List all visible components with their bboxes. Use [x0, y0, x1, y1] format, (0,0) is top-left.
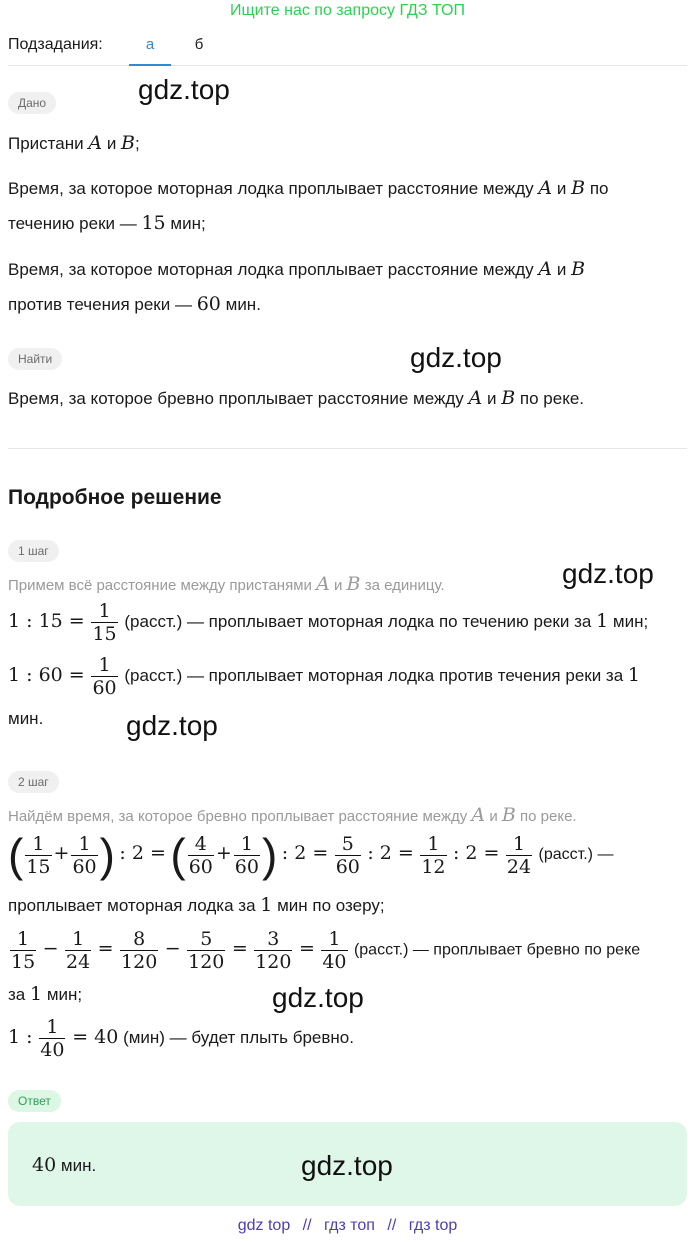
footer-link[interactable]: гдз top — [408, 1217, 458, 1234]
footer-link[interactable]: гдз топ — [324, 1217, 375, 1234]
footer-separator: // — [302, 1217, 312, 1234]
watermark: gdz.top — [126, 710, 218, 741]
tab-b[interactable]: б — [194, 36, 204, 53]
step2-eq2: $\frac{1}{15}$ − $\frac{1}{24}$ = $\frac{8}{120}$ − $\frac{5}{120}$ = $\frac{3}{120}$ = $\frac{1}{40}$ (расст.) — проплывает бревно по реке — [11, 928, 641, 973]
step1-note: Примем всё расстояние между пристанями A и B за единицу. — [8, 573, 445, 595]
watermark: gdz.top — [272, 982, 364, 1013]
tab-a[interactable]: а — [129, 36, 171, 66]
find-pill: Найти — [8, 348, 62, 370]
step2-eq1: ( $\frac{1}{15}$ + $\frac{1}{60}$ ) : 2 = ( $\frac{4}{60}$ + $\frac{1}{60}$ ) : 2 = $\frac{5}{60}$ : 2 = $\frac{1}{12}$ : 2 = $\frac{1}{24}$ (расст.) — — [8, 829, 614, 881]
step2-eq3: 1 : $\frac{1}{40}$ = 40 (мин) — будет плыть бревно. — [8, 1016, 354, 1061]
step2-eq2-cont: за 1 мин; — [8, 983, 83, 1005]
watermark: gdz.top — [410, 342, 502, 373]
given-piers: Пристани A и B; — [8, 132, 140, 154]
given-downstream-cont: течению реки — 15 мин; — [8, 212, 206, 234]
top-banner: Ищите нас по запросу ГДЗ ТОП — [230, 2, 465, 19]
step1-eq2-cont: мин. — [8, 709, 44, 728]
given-downstream: Время, за которое моторная лодка проплывает расстояние между A и B по — [8, 177, 609, 199]
step2-pill: 2 шаг — [8, 771, 59, 793]
find-text: Время, за которое бревно проплывает расстояние между A и B по реке. — [8, 387, 585, 409]
step1-eq1: 1 : 15 = $\frac{1}{15}$ (расст.) — проплывает моторная лодка по течению реки за 1 мин; — [8, 600, 649, 645]
watermark: gdz.top — [138, 74, 230, 105]
answer-box — [8, 1122, 687, 1206]
given-upstream-cont: против течения реки — 60 мин. — [8, 293, 261, 315]
step1-eq2: 1 : 60 = $\frac{1}{60}$ (расст.) — проплывает моторная лодка против течения реки за 1 — [8, 654, 641, 699]
subtasks-bar — [8, 36, 687, 66]
subtasks-label: Подзадания: — [8, 36, 103, 53]
answer-pill: Ответ — [8, 1090, 61, 1112]
step2-note: Найдём время, за которое бревно проплывает расстояние между A и B по реке. — [8, 804, 577, 826]
footer-links — [0, 1217, 695, 1235]
solution-title: Подробное решение — [8, 486, 222, 509]
given-pill: Дано — [8, 92, 56, 114]
answer-text: 40 мин. — [32, 1154, 97, 1176]
watermark: gdz.top — [301, 1150, 393, 1181]
given-upstream: Время, за которое моторная лодка проплывает расстояние между A и B — [8, 258, 586, 280]
footer-separator: // — [387, 1217, 397, 1234]
step1-pill: 1 шаг — [8, 540, 59, 562]
footer-link[interactable]: gdz top — [237, 1217, 291, 1234]
step2-eq1-cont: проплывает моторная лодка за 1 мин по озеру; — [8, 894, 385, 916]
watermark: gdz.top — [562, 558, 654, 589]
divider — [8, 448, 687, 449]
